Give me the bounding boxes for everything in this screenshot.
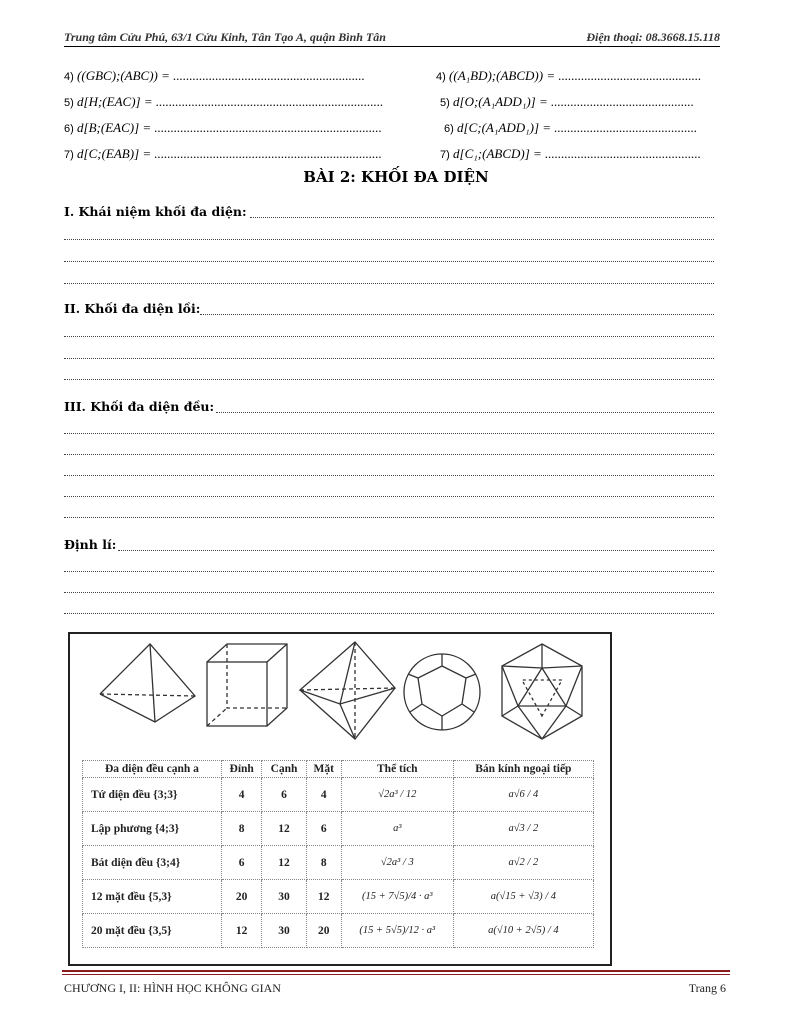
col-header: Đỉnh bbox=[221, 761, 262, 778]
polyhedra-figure bbox=[68, 632, 612, 966]
page-number: Trang 6 bbox=[688, 981, 726, 995]
exercise-left-6: 6) d[B;(EAC)] = ...................................................................... bbox=[64, 120, 382, 135]
exercise-left-7: 7) d[C;(EAB)] = ...................................................................... bbox=[64, 146, 382, 161]
header-right: Điện thoại: 08.3668.15.118 bbox=[586, 30, 720, 44]
writing-line bbox=[64, 612, 714, 614]
writing-line bbox=[64, 570, 714, 572]
writing-line bbox=[64, 495, 714, 497]
header-divider bbox=[64, 46, 720, 47]
writing-line bbox=[64, 591, 714, 593]
writing-line bbox=[64, 432, 714, 434]
table-row: 12 mặt đều {5,3} 20 30 12 (15 + 7√5)/4 · a³ a(√15 + √3) / 4 bbox=[83, 880, 594, 914]
section-concept-heading: I. Khái niệm khối đa diện: bbox=[64, 204, 247, 219]
writing-line bbox=[64, 282, 714, 284]
lesson-title: BÀI 2: KHỐI ĐA DIỆN bbox=[303, 168, 489, 186]
section-convex-heading: II. Khối đa diện lồi: bbox=[64, 301, 201, 316]
polyhedra-drawings bbox=[70, 634, 610, 749]
tetrahedron-drawing bbox=[100, 644, 195, 722]
icosahedron-drawing bbox=[502, 644, 582, 739]
table-row: Bát diện đều {3;4} 6 12 8 √2a³ / 3 a√2 / 2 bbox=[83, 846, 594, 880]
page-footer bbox=[64, 981, 726, 996]
writing-line bbox=[64, 238, 714, 240]
exercise-left-4: 4) ((GBC);(ABC)) = ........................................................... bbox=[64, 68, 365, 83]
writing-line bbox=[64, 378, 714, 380]
table-header-row bbox=[83, 761, 594, 778]
section-regular-heading: III. Khối đa diện đều: bbox=[64, 399, 215, 414]
footer-chapter: CHƯƠNG I, II: HÌNH HỌC KHÔNG GIAN bbox=[64, 981, 281, 995]
writing-line bbox=[64, 474, 714, 476]
writing-line bbox=[216, 411, 714, 413]
writing-line bbox=[64, 260, 714, 262]
writing-line bbox=[64, 357, 714, 359]
exercise-left-5: 5) d[H;(EAC)] = ...................................................................... bbox=[64, 94, 384, 109]
table-row: Lập phương {4;3} 8 12 6 a³ a√3 / 2 bbox=[83, 812, 594, 846]
dodecahedron-drawing bbox=[404, 654, 480, 730]
writing-line bbox=[64, 453, 714, 455]
col-header: Thể tích bbox=[341, 761, 453, 778]
writing-line bbox=[118, 549, 714, 551]
exercise-right-6: 6) d[C;(A₁ADD₁)] = ............................................ bbox=[444, 120, 698, 135]
section-theorem-heading: Định lí: bbox=[64, 537, 117, 552]
exercise-right-7: 7) d[C₁;(ABCD)] = ................................................ bbox=[440, 146, 702, 161]
writing-line bbox=[200, 313, 714, 315]
exercise-right-5: 5) d[O;(A₁ADD₁)] = ............................................ bbox=[440, 94, 694, 109]
octahedron-drawing bbox=[300, 642, 395, 739]
footer-divider bbox=[62, 974, 730, 975]
polyhedra-table bbox=[82, 760, 594, 948]
exercise-right-4: 4) ((A₁BD);(ABCD)) = ............................................ bbox=[436, 68, 702, 83]
col-header: Bán kính ngoại tiếp bbox=[453, 761, 593, 778]
table-row: 20 mặt đều {3,5} 12 30 20 (15 + 5√5)/12 · a³ a(√10 + 2√5) / 4 bbox=[83, 914, 594, 948]
writing-line bbox=[64, 335, 714, 337]
col-header: Đa diện đều cạnh a bbox=[83, 761, 222, 778]
writing-line bbox=[64, 516, 714, 518]
writing-line bbox=[250, 216, 714, 218]
col-header: Mặt bbox=[306, 761, 341, 778]
header-left: Trung tâm Cửu Phú, 63/1 Cửu Kinh, Tân Tạo A, quận Bình Tân bbox=[64, 30, 386, 44]
table-row: Tứ diện đều {3;3} 4 6 4 √2a³ / 12 a√6 / 4 bbox=[83, 778, 594, 812]
footer-divider bbox=[62, 970, 730, 972]
col-header: Cạnh bbox=[262, 761, 306, 778]
cube-drawing bbox=[207, 644, 287, 726]
